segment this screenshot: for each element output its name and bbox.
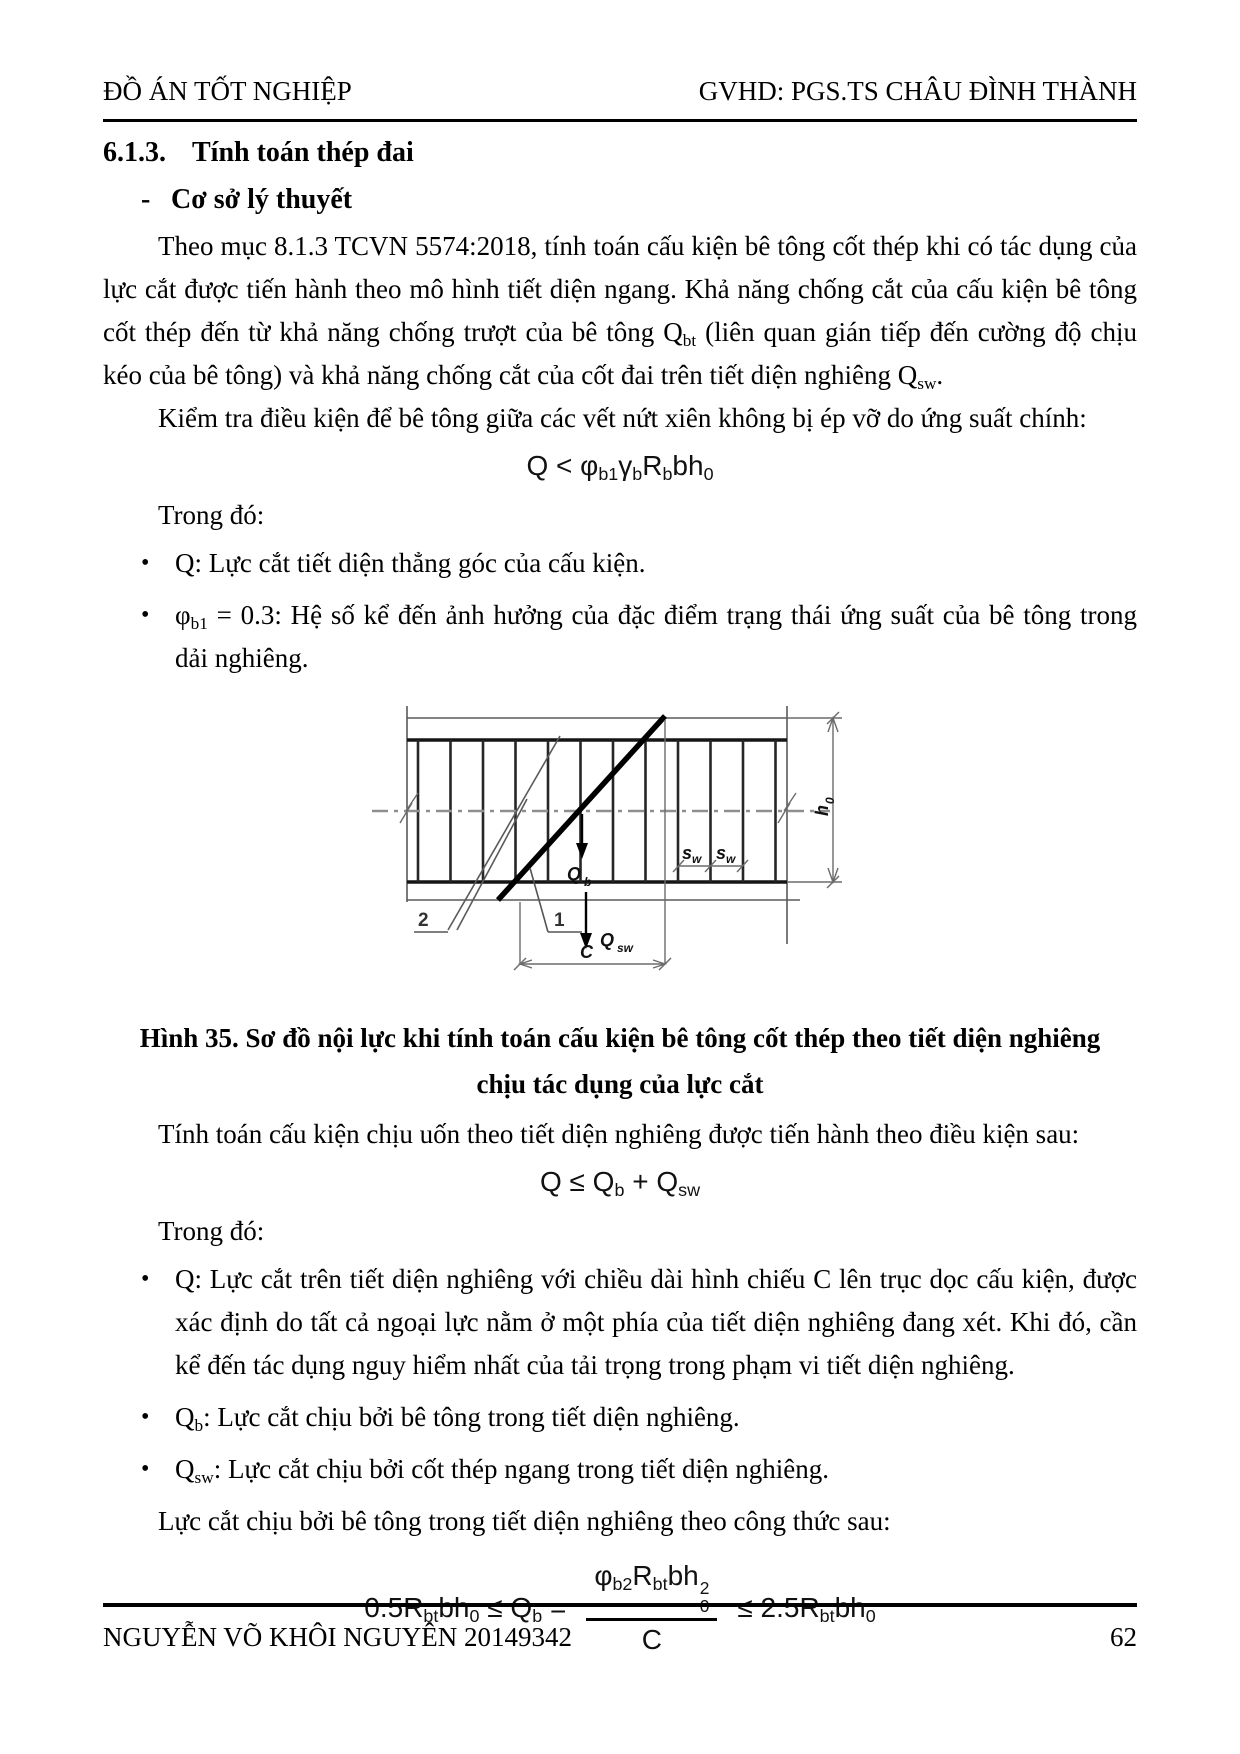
list-item (103, 1448, 1137, 1491)
list-item-text: $Q_{sw}$: Lực cắt chịu bởi cốt thép ngang trong tiết diện nghiêng. (175, 1454, 829, 1487)
list-item (103, 1396, 1137, 1439)
paragraph-intro: Theo mục 8.1.3 TCVN 5574:2018, tính toán cấu kiện bê tông cốt thép khi có tác dụng của lực cắt được tiến hành theo mô hình tiết diện ngang. Khả năng chống cắt của cấu kiện bê tông cốt thép đến từ khả năng chống trượt của bê tông $Q_{bt}$ (liên quan gián tiếp đến cường độ chịu kéo của bê tông) và khả năng chống cắt của cốt đai trên tiết diện nghiêng $Q_{sw}$. (103, 231, 1137, 393)
formula-shear-condition-text: $Q \le Q_b + Q_{sw}$ (539, 1166, 701, 1201)
c-projection-dimension (514, 720, 671, 970)
definitions-list-1 (103, 542, 1137, 680)
figure-caption-line1: Hình 35. Sơ đồ nội lực khi tính toán cấu kiện bê tông cốt thép theo tiết diện nghiêng (139, 1023, 1101, 1053)
figure-caption-line2: chịu tác dụng của lực cắt (476, 1069, 764, 1099)
crack-2-line (448, 736, 560, 930)
svg-text:sw: sw (617, 941, 634, 955)
formula-qb-left: $0.5R_{bt}bh_0 \le Q_b$ = (364, 1592, 567, 1627)
page-footer (103, 1603, 1137, 1659)
where-label-1: Trong đó: (158, 500, 265, 530)
subsection-title: Cơ sở lý thuyết (171, 184, 353, 215)
bullet-icon: • (141, 1456, 150, 1482)
list-item-text: $Q_b$: Lực cắt chịu bởi bê tông trong tiết diện nghiêng. (175, 1402, 740, 1435)
dash-marker: - (141, 184, 151, 215)
svg-text:Q: Q (600, 930, 615, 950)
figure-caption (103, 1015, 1137, 1107)
formula-shear-condition (103, 1164, 1137, 1200)
bullet-icon: • (141, 1404, 150, 1430)
paragraph-inclined-condition: Tính toán cấu kiện chịu uốn theo tiết diện nghiêng được tiến hành theo điều kiện sau: (158, 1119, 1080, 1149)
header-rule (103, 119, 1137, 122)
crack-2-label: 2 (418, 910, 429, 931)
svg-text:s: s (682, 843, 693, 863)
section-title: Tính toán thép đai (192, 137, 414, 168)
svg-text:w: w (692, 852, 702, 866)
bullet-icon: • (141, 550, 150, 576)
break-mark-left (400, 793, 418, 823)
subsection-heading (103, 178, 1137, 221)
figure-35 (103, 696, 1137, 1011)
header-left-title: ĐỒ ÁN TỐT NGHIỆP (103, 76, 352, 106)
svg-text:b: b (584, 875, 592, 889)
h0-depth-dimension (787, 712, 842, 888)
page-number: 62 (1110, 1622, 1137, 1652)
page-header (103, 70, 1137, 119)
crack-1-label: 1 (554, 910, 565, 931)
svg-text:C: C (580, 942, 593, 962)
bullet-icon: • (141, 1266, 150, 1292)
list-item (103, 594, 1137, 680)
qb-force-arrow (567, 814, 591, 889)
paragraph-check-condition: Kiểm tra điều kiện để bê tông giữa các vết nứt xiên không bị ép vỡ do ứng suất chính: (158, 403, 1087, 433)
where-label-2: Trong đó: (158, 1216, 265, 1246)
paragraph-qb-formula-intro: Lực cắt chịu bởi bê tông trong tiết diện nghiêng theo công thức sau: (158, 1506, 891, 1536)
footer-author: NGUYỄN VÕ KHÔI NGUYÊN 20149342 (103, 1622, 572, 1652)
svg-text:w: w (726, 852, 736, 866)
fraction-numerator: $\varphi_{b2}R_{bt}bh$ 2 0 (586, 1559, 717, 1621)
definitions-list-2 (103, 1258, 1137, 1491)
svg-text:h: h (812, 805, 832, 816)
bullet-icon: • (141, 602, 150, 628)
fraction-denominator: C (641, 1624, 662, 1656)
section-number: 6.1.3. (103, 137, 166, 168)
section-heading (103, 131, 1137, 174)
list-item-text: $\varphi_{b1} = 0.3$: Hệ số kể đến ảnh hưởng của đặc điểm trạng thái ứng suất của bê tông trong dải nghiêng. (175, 600, 1137, 673)
formula-principal-stress (103, 448, 1137, 484)
header-right-advisor: GVHD: PGS.TS CHÂU ĐÌNH THÀNH (698, 76, 1137, 106)
list-item-text: Q: Lực cắt trên tiết diện nghiêng với chiều dài hình chiếu C lên trục dọc cấu kiện, được xác định do tất cả ngoại lực nằm ở một phía của tiết diện nghiêng đang xét. Khi đó, cần kể đến tác dụng nguy hiểm nhất của tải trọng trong phạm vi tiết diện nghiêng. (175, 1264, 1137, 1380)
formula-qb-right: ≤ $2.5R_{bt}bh_0$ (737, 1592, 876, 1627)
list-item-text: Q: Lực cắt tiết diện thẳng góc của cấu kiện. (175, 548, 646, 578)
formula-principal-stress-text: $Q < \varphi_{b1}\gamma_bR_bbh_0$ (526, 450, 714, 485)
list-item (103, 1258, 1137, 1387)
svg-text:s: s (716, 843, 727, 863)
svg-text:0: 0 (823, 797, 837, 804)
beam-shear-diagram (330, 696, 910, 998)
list-item (103, 542, 1137, 585)
svg-text:Q: Q (567, 864, 582, 884)
